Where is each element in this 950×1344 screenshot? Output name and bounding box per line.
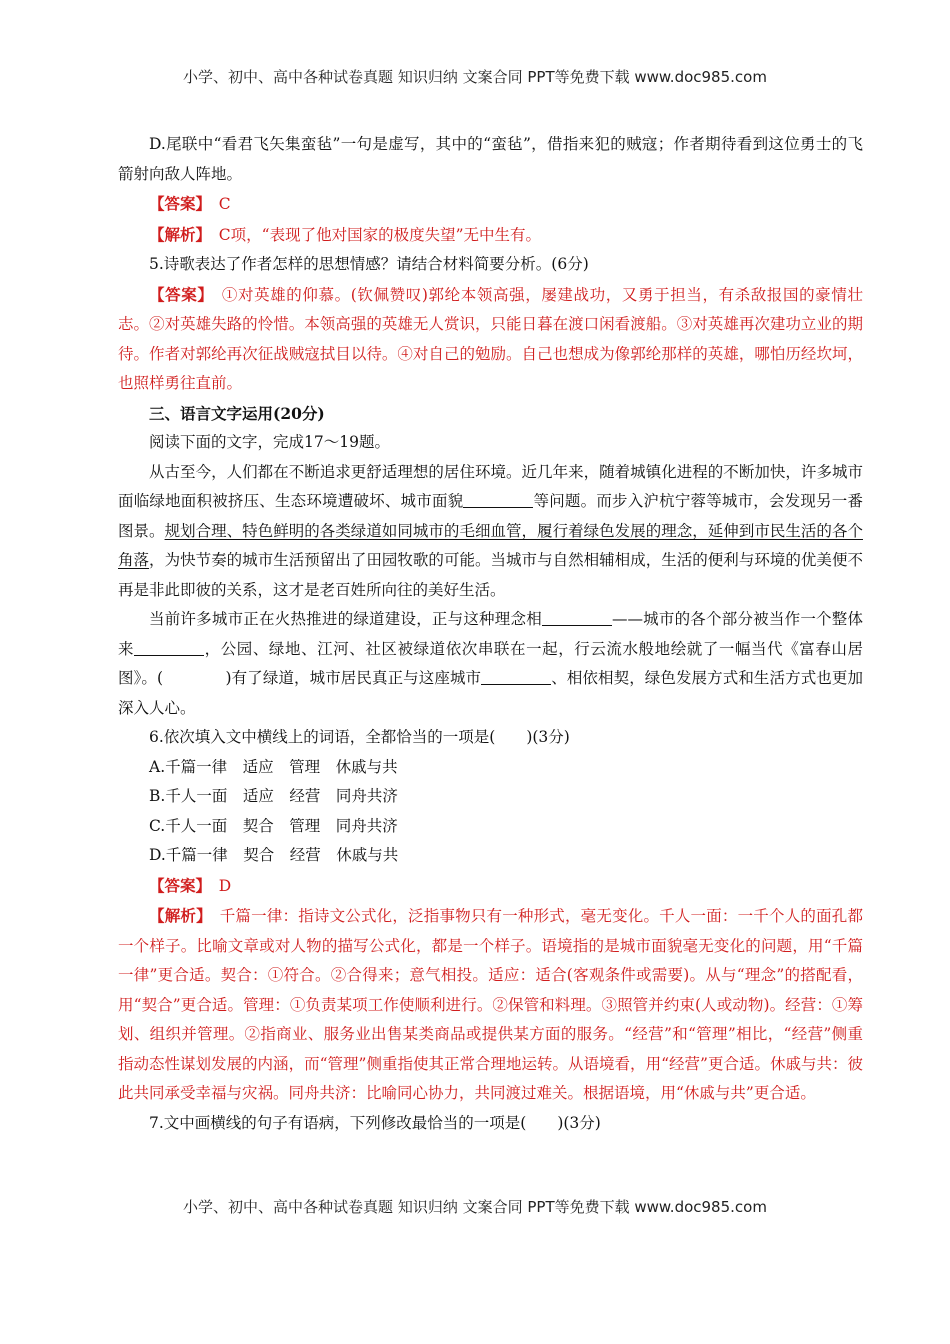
q6-analysis [118, 901, 863, 1109]
q6-question: 6.依次填入文中横线上的词语，全都恰当的一项是( )(3分) [149, 728, 570, 746]
answer-text: ①对英雄的仰慕。(钦佩赞叹)郭纶本领高强，屡建战功，又勇于担当，有杀敌报国的豪情壮志。②对英雄失路的怜惜。本领高强的英雄无人赏识，只能日暮在渡口闲看渡船。③对英雄再次建功立业的期待。作者对郭纶再次征战贼寇拭目以待。④对自己的勉励。自己也想成为像郭纶那样的英雄，哪怕历经坎坷，也照样勇往直前。 [118, 285, 863, 392]
q6-option-c: C.千人一面 契合 管理 同舟共济 [149, 816, 398, 835]
answer-tag: 【答案】 [149, 875, 204, 895]
q6-option-d: D.千篇一律 契合 经营 休戚与共 [149, 846, 399, 864]
passage-paragraph-2: 当前许多城市正在火热推进的绿道建设，正与这种理念相 ——城市的各个部分被当作一个整体来 ，公园、绿地、江河、社区被绿道依次串联在一起，行云流水般地绘就了一幅当代《富春山居图》。( )有了绿道，城市居民真正与这座城市 、相依相契，绿色发展方式和生活方式也更加深入人心。 [118, 610, 863, 717]
answer-tag: 【答案】 [149, 194, 204, 213]
q4-answer [118, 189, 863, 220]
analysis-tag: 【解析】 [149, 224, 204, 244]
section-title: 三、语言文字运用(20分) [149, 403, 325, 423]
underlined-sentence: 规划合理、特色鲜明的各类绿道如同城市的毛细血管，履行着绿色发展的理念，延伸到市民生活的各个角落 [118, 521, 863, 569]
q6-answer [118, 871, 863, 902]
answer-text: C [218, 195, 231, 213]
q7-question: 7.文中画横线的句子有语病，下列修改最恰当的一项是( )(3分) [149, 1113, 601, 1132]
q4-option-d: D.尾联中“看君飞矢集蛮毡”一句是虚写，其中的“蛮毡”，借指来犯的贼寇；作者期待看到这位勇士的飞箭射向敌人阵地。 [118, 135, 863, 183]
fill-blank-1[interactable] [463, 492, 533, 509]
q4-analysis [118, 220, 863, 251]
q5-question: 5.诗歌表达了作者怎样的思想情感？请结合材料简要分析。(6分) [149, 255, 589, 273]
q6-option-a: A.千篇一律 适应 管理 休戚与共 [149, 757, 398, 776]
answer-tag: 【答案】 [149, 284, 206, 304]
page-footer: 小学、初中、高中各种试卷真题 知识归纳 文案合同 PPT等免费下载 www.doc985.com [183, 1198, 767, 1216]
reading-intro: 阅读下面的文字，完成17～19题。 [149, 433, 390, 451]
document-body [118, 130, 863, 1138]
analysis-tag: 【解析】 [149, 906, 205, 925]
q6-option-b: B.千人一面 适应 经营 同舟共济 [149, 787, 398, 805]
fill-blank-2[interactable] [542, 610, 612, 627]
analysis-text: 千篇一律：指诗文公式化，泛指事物只有一种形式，毫无变化。千人一面：一千个人的面孔都一个样子。比喻文章或对人物的描写公式化，都是一个样子。语境指的是城市面貌毫无变化的问题，用“千篇一律”更合适。契合：①符合。②合得来；意气相投。适应：适合(客观条件或需要)。从与“理念”的搭配看，用“契合”更合适。管理：①负责某项工作使顺利进行。②保管和料理。③照管并约束(人或动物)。经营：①筹划、组织并管理。②指商业、服务业出售某类商品或提供某方面的服务。“经营”和“管理”相比，“经营”侧重指动态性谋划发展的内涵，而“管理”侧重指使其正常合理地运转。从语境看，用“经营”更合适。休戚与共：彼此共同承受幸福与灾祸。同舟共济：比喻同心协力，共同渡过难关。根据语境，用“休戚与共”更合适。 [118, 907, 863, 1102]
answer-text: D [218, 876, 232, 895]
page-header: 小学、初中、高中各种试卷真题 知识归纳 文案合同 PPT等免费下载 www.doc985.com [183, 68, 767, 86]
analysis-text: C项，“表现了他对国家的极度失望”无中生有。 [218, 225, 541, 244]
fill-blank-4[interactable] [481, 669, 551, 686]
passage-paragraph-1: 从古至今，人们都在不断追求更舒适理想的居住环境。近几年来，随着城镇化进程的不断加快，许多城市面临绿地面积被挤压、生态环境遭破坏、城市面貌 等问题。而步入沪杭宁蓉等城市，会发现另一番图景。规划合理、特色鲜明的各类绿道如同城市的毛细血管，履行着绿色发展的理念，延伸到市民生活的各个角落，为快节奏的城市生活预留出了田园牧歌的可能。当城市与自然相辅相成，生活的便利与环境的优美便不再是非此即彼的关系，这才是老百姓所向往的美好生活。 [118, 462, 863, 599]
q5-answer [118, 280, 863, 399]
fill-blank-3[interactable] [134, 639, 204, 656]
